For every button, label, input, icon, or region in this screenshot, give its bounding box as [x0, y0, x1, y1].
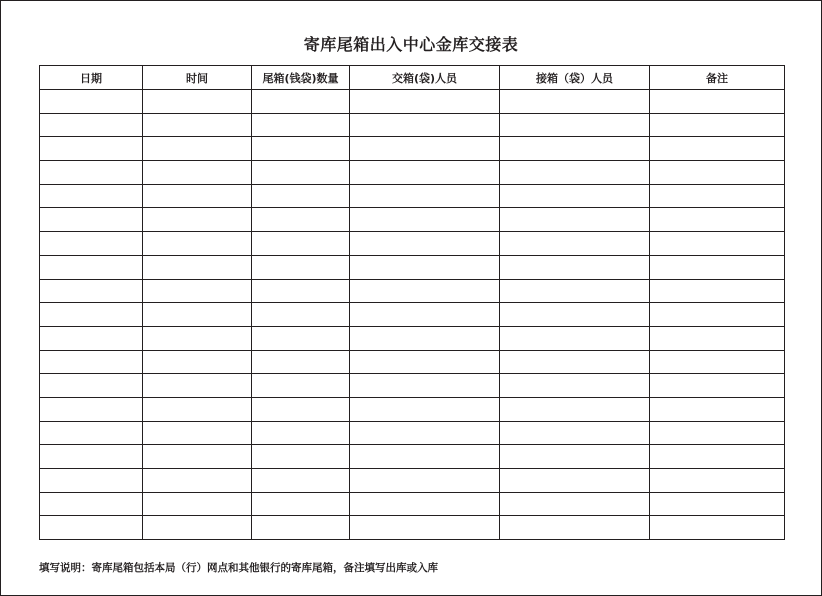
cell-handed-by: [350, 469, 500, 493]
cell-date: [40, 232, 143, 256]
cell-remarks: [650, 208, 785, 232]
column-header-received-by: 接箱（袋）人员: [500, 66, 650, 90]
cell-received-by: [500, 161, 650, 185]
cell-handed-by: [350, 516, 500, 540]
cell-time: [143, 208, 252, 232]
cell-handed-by: [350, 279, 500, 303]
cell-handed-by: [350, 137, 500, 161]
cell-box-count: [252, 232, 350, 256]
cell-handed-by: [350, 161, 500, 185]
cell-received-by: [500, 421, 650, 445]
cell-remarks: [650, 374, 785, 398]
cell-remarks: [650, 137, 785, 161]
column-header-date: 日期: [40, 66, 143, 90]
cell-time: [143, 397, 252, 421]
cell-remarks: [650, 469, 785, 493]
cell-remarks: [650, 445, 785, 469]
cell-received-by: [500, 184, 650, 208]
cell-date: [40, 492, 143, 516]
cell-box-count: [252, 279, 350, 303]
cell-received-by: [500, 137, 650, 161]
cell-received-by: [500, 208, 650, 232]
cell-remarks: [650, 184, 785, 208]
cell-received-by: [500, 113, 650, 137]
cell-handed-by: [350, 492, 500, 516]
table-row: [40, 279, 785, 303]
cell-received-by: [500, 374, 650, 398]
cell-date: [40, 445, 143, 469]
cell-time: [143, 421, 252, 445]
cell-time: [143, 90, 252, 114]
cell-date: [40, 113, 143, 137]
table-row: [40, 421, 785, 445]
handover-table: [39, 65, 785, 540]
cell-remarks: [650, 113, 785, 137]
cell-received-by: [500, 326, 650, 350]
table-row: [40, 326, 785, 350]
cell-time: [143, 303, 252, 327]
cell-time: [143, 469, 252, 493]
cell-date: [40, 350, 143, 374]
table-row: [40, 90, 785, 114]
cell-remarks: [650, 90, 785, 114]
cell-date: [40, 421, 143, 445]
table-row: [40, 397, 785, 421]
cell-time: [143, 279, 252, 303]
cell-date: [40, 208, 143, 232]
cell-time: [143, 232, 252, 256]
cell-box-count: [252, 90, 350, 114]
column-header-time: 时间: [143, 66, 252, 90]
cell-date: [40, 397, 143, 421]
cell-box-count: [252, 326, 350, 350]
cell-time: [143, 326, 252, 350]
cell-received-by: [500, 255, 650, 279]
header-row: [40, 66, 785, 90]
table-row: [40, 232, 785, 256]
cell-time: [143, 492, 252, 516]
cell-box-count: [252, 208, 350, 232]
cell-handed-by: [350, 374, 500, 398]
cell-handed-by: [350, 326, 500, 350]
cell-date: [40, 516, 143, 540]
table-row: [40, 350, 785, 374]
cell-remarks: [650, 397, 785, 421]
cell-date: [40, 255, 143, 279]
cell-remarks: [650, 303, 785, 327]
cell-remarks: [650, 161, 785, 185]
cell-received-by: [500, 492, 650, 516]
cell-date: [40, 469, 143, 493]
cell-box-count: [252, 397, 350, 421]
cell-time: [143, 374, 252, 398]
cell-remarks: [650, 255, 785, 279]
cell-handed-by: [350, 255, 500, 279]
table-row: [40, 516, 785, 540]
cell-box-count: [252, 303, 350, 327]
cell-date: [40, 303, 143, 327]
cell-handed-by: [350, 232, 500, 256]
cell-box-count: [252, 137, 350, 161]
cell-remarks: [650, 421, 785, 445]
cell-box-count: [252, 113, 350, 137]
cell-received-by: [500, 232, 650, 256]
cell-remarks: [650, 232, 785, 256]
cell-handed-by: [350, 208, 500, 232]
table-row: [40, 469, 785, 493]
cell-handed-by: [350, 421, 500, 445]
cell-time: [143, 137, 252, 161]
cell-box-count: [252, 469, 350, 493]
cell-received-by: [500, 469, 650, 493]
table-row: [40, 161, 785, 185]
table-row: [40, 208, 785, 232]
cell-received-by: [500, 303, 650, 327]
cell-date: [40, 326, 143, 350]
cell-received-by: [500, 445, 650, 469]
cell-handed-by: [350, 90, 500, 114]
cell-time: [143, 255, 252, 279]
cell-date: [40, 184, 143, 208]
cell-date: [40, 279, 143, 303]
cell-box-count: [252, 445, 350, 469]
cell-time: [143, 445, 252, 469]
table-row: [40, 445, 785, 469]
cell-received-by: [500, 350, 650, 374]
form-title: 寄库尾箱出入中心金库交接表: [303, 35, 519, 54]
table-row: [40, 113, 785, 137]
cell-date: [40, 90, 143, 114]
cell-remarks: [650, 516, 785, 540]
cell-received-by: [500, 397, 650, 421]
cell-box-count: [252, 374, 350, 398]
cell-box-count: [252, 350, 350, 374]
column-header-box-count: 尾箱(钱袋)数量: [252, 66, 350, 90]
cell-handed-by: [350, 397, 500, 421]
cell-handed-by: [350, 445, 500, 469]
cell-box-count: [252, 184, 350, 208]
table-body: [40, 90, 785, 540]
cell-time: [143, 113, 252, 137]
cell-received-by: [500, 279, 650, 303]
cell-handed-by: [350, 350, 500, 374]
table-row: [40, 137, 785, 161]
cell-box-count: [252, 492, 350, 516]
table-row: [40, 303, 785, 327]
cell-date: [40, 137, 143, 161]
cell-date: [40, 374, 143, 398]
table-row: [40, 184, 785, 208]
table-row: [40, 255, 785, 279]
cell-received-by: [500, 90, 650, 114]
cell-time: [143, 184, 252, 208]
cell-box-count: [252, 421, 350, 445]
filling-instructions: 填写说明：寄库尾箱包括本局（行）网点和其他银行的寄库尾箱，备注填写出库或入库: [39, 562, 438, 574]
cell-handed-by: [350, 113, 500, 137]
cell-remarks: [650, 492, 785, 516]
column-header-remarks: 备注: [650, 66, 785, 90]
column-header-handed-by: 交箱(袋)人员: [350, 66, 500, 90]
cell-time: [143, 516, 252, 540]
cell-handed-by: [350, 184, 500, 208]
cell-received-by: [500, 516, 650, 540]
cell-handed-by: [350, 303, 500, 327]
table-row: [40, 374, 785, 398]
cell-remarks: [650, 326, 785, 350]
cell-box-count: [252, 516, 350, 540]
table-row: [40, 492, 785, 516]
cell-remarks: [650, 350, 785, 374]
cell-time: [143, 350, 252, 374]
cell-time: [143, 161, 252, 185]
cell-date: [40, 161, 143, 185]
cell-box-count: [252, 161, 350, 185]
cell-box-count: [252, 255, 350, 279]
cell-remarks: [650, 279, 785, 303]
